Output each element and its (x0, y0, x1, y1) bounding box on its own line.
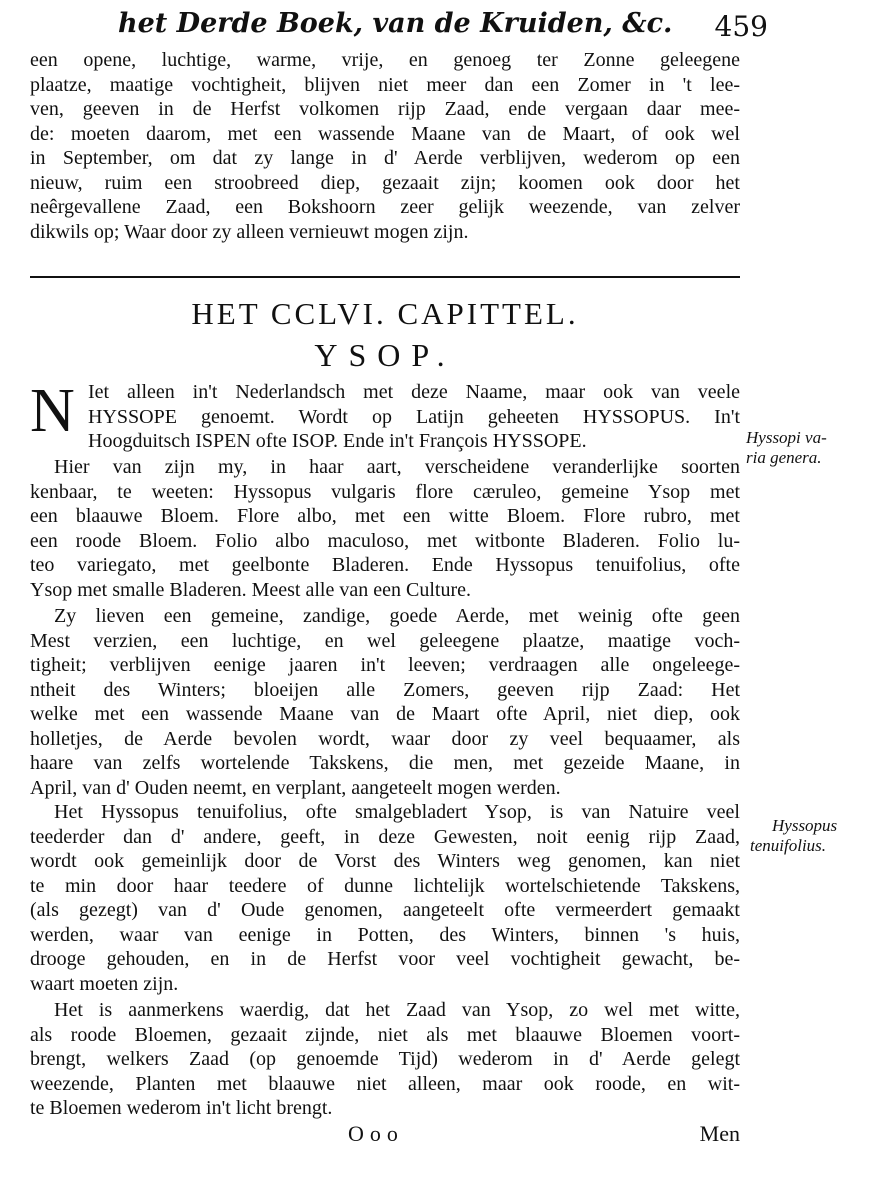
drop-cap: N (30, 377, 75, 445)
text-line: Het Hyssopus tenuifolius, ofte smalgebladert Ysop, is van Natuire veel (54, 801, 740, 823)
page-number: 459 (714, 10, 768, 43)
text-line: een opene, luchtige, warme, vrije, en genoeg ter Zonne geleegene (30, 49, 740, 71)
culture-paragraph (30, 604, 740, 800)
text-line: kenbaar, te weeten: Hyssopus vulgaris flore cæruleo, gemeine Ysop met (30, 480, 740, 503)
text-line: te Bloemen wederom in't licht brengt. (30, 1097, 333, 1119)
text-line: teo variegato, met geelbonte Bladeren. Ende Hyssopus tenuifolius, ofte (30, 554, 740, 576)
text-line: dikwils op; Waar door zy alleen vernieuwt mogen zijn. (30, 220, 469, 243)
text-line: (als gezegt) van d' Oude genomen, aangeteelt ofte vermeerdert gemaakt (30, 899, 740, 921)
seed-paragraph (30, 998, 740, 1121)
text-line: teederder dan d' andere, geeft, in deze Gewesten, noit eenig rijp Zaad, (30, 825, 740, 848)
signature-mark: Ooo (348, 1121, 404, 1146)
tenuifolius-paragraph (30, 800, 740, 996)
running-title: het Derde Boek, van de Kruiden, &c. (118, 8, 673, 39)
text-line: HYSSOPE genoemt. Wordt op Latijn geheeten HYSSOPUS. In't (88, 405, 740, 428)
text-line: wordt ook gemeinlijk door de Vorst des Winters weg genomen, kan niet (30, 850, 740, 872)
text-line: een blaauwe Bloem. Flore albo, met een witte Bloem. Flore rubro, met (30, 505, 740, 527)
margin-note-tenuifolius (750, 816, 860, 856)
text-line: ntheit des Winters; bloeijen alle Zomers, geeven rijp Zaad: Het (30, 678, 740, 701)
text-line: ven, geeven in de Herfst volkomen rijp Zaad, ende vergaan daar mee- (30, 98, 740, 120)
text-line: in September, om dat zy lange in d' Aerde verblijven, wederom op een (30, 147, 740, 169)
chapter-title: HET CCLVI. CAPITTEL. (191, 296, 579, 331)
text-line: April, van d' Ouden neemt, en verplant, aangeteelt mogen werden. (30, 776, 561, 799)
text-line: Hier van zijn my, in haar aart, verscheidene veranderlijke soorten (54, 456, 740, 478)
margin-note-line: ria genera. (746, 448, 822, 467)
text-line: brengt, welkers Zaad (op genoemde Tijd) wederom in d' Aerde gelegt (30, 1048, 740, 1070)
text-line: te min door haar teedere of dunne lichtelijk wortelschietende Takskens, (30, 874, 740, 897)
chapter-subtitle: YSOP. (314, 337, 456, 373)
text-line: waart moeten zijn. (30, 972, 179, 995)
text-line: plaatze, maatige vochtigheit, blijven niet meer dan een Zomer in 't lee- (30, 73, 740, 96)
text-line: drooge gehouden, en in de Herfst voor veel vochtigheit gewacht, be- (30, 948, 740, 970)
text-line: Mest verzien, een luchtige, en wel geleegene plaatze, maatige voch- (30, 629, 740, 652)
section-divider (30, 276, 740, 278)
text-line: haare van zelfs wortelende Takskens, die men, met gezeide Maane, in (30, 752, 740, 774)
text-line: welke met een wassende Maane van de Maart ofte April, niet diep, ook (30, 703, 740, 725)
text-line: als roode Bloemen, gezaait zijnde, niet als met blaauwe Bloemen voort- (30, 1023, 740, 1046)
intro-paragraph (88, 380, 740, 454)
text-line: Hoogduitsch ISPEN ofte ISOP. Ende in't François HYSSOPE. (88, 430, 587, 452)
text-line: een roode Bloem. Folio albo maculoso, met witbonte Bladeren. Folio lu- (30, 529, 740, 552)
continuation-paragraph (30, 48, 740, 244)
margin-note-line: Hyssopi va- (746, 428, 827, 447)
catchword: Men (699, 1121, 740, 1146)
text-line: de: moeten daarom, met een wassende Maane van de Maart, of ook wel (30, 122, 740, 145)
text-line: tigheit; verblijven eenige jaaren in't leeven; verdraagen alle ongeleege- (30, 654, 740, 676)
page-footer (30, 1121, 740, 1151)
text-line: Het is aanmerkens waerdig, dat het Zaad van Ysop, zo wel met witte, (54, 999, 740, 1021)
margin-note-varieties (746, 428, 856, 468)
text-line: Ysop met smalle Bladeren. Meest alle van een Culture. (30, 578, 471, 601)
text-line: werden, waar van eenige in Potten, des Winters, binnen 's huis, (30, 923, 740, 946)
text-line: nieuw, ruim een stroobreed diep, gezaait zijn; koomen ook door het (30, 171, 740, 194)
varieties-paragraph (30, 455, 740, 602)
text-line: Iet alleen in't Nederlandsch met deze Naame, maar ook van veele (88, 381, 740, 403)
margin-note-line: tenuifolius. (750, 836, 827, 855)
text-line: Zy lieven een gemeine, zandige, goede Aerde, met weinig ofte geen (54, 605, 740, 627)
page-header (118, 4, 768, 44)
text-line: weezende, Planten met blaauwe niet alleen, maar ook roode, en wit- (30, 1072, 740, 1095)
margin-note-line: Hyssopus (772, 816, 838, 835)
text-line: holletjes, de Aerde bevolen wordt, waar door zy veel bequaamer, als (30, 727, 740, 750)
text-line: neêrgevallene Zaad, een Bokshoorn zeer gelijk weezende, van zelver (30, 196, 740, 218)
